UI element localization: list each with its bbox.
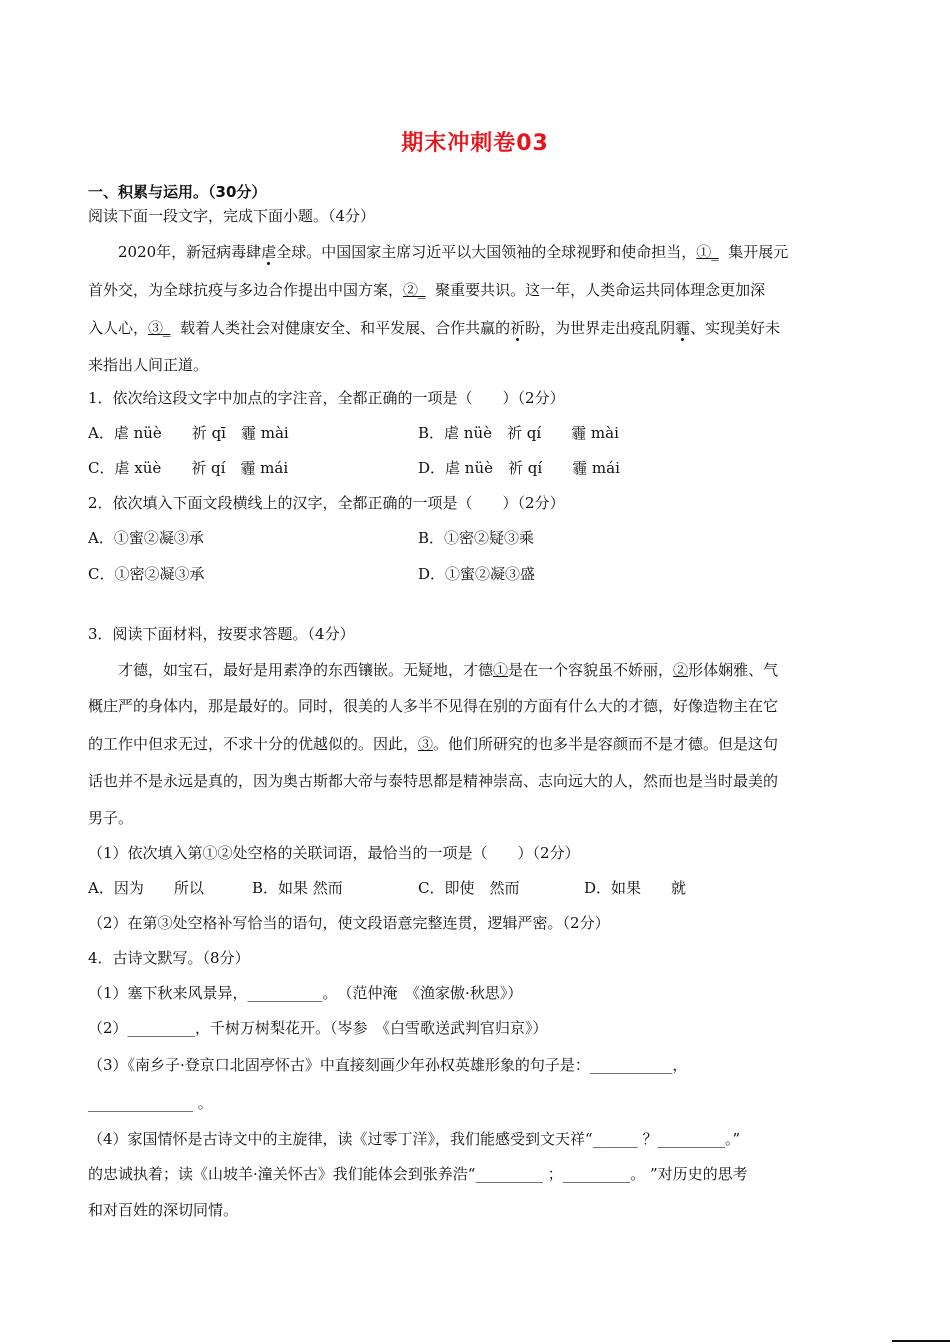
q1-option-d[interactable]: D．虐 nüè 祈 qí 霾 mái (418, 459, 620, 477)
blank-1: ① (493, 661, 509, 679)
passage-line-4: 来指出人间正道。 (88, 356, 209, 374)
q1-option-b[interactable]: B．虐 nüè 祈 qí 霾 mài (418, 424, 619, 442)
page-title: 期末冲刺卷03 (401, 131, 549, 156)
question-3-stem: 3．阅读下面材料，按要求答题。（4分） (88, 625, 355, 643)
q4-item-3: （3）《南乡子·登京口北固亭怀古》中直接刻画少年孙权英雄形象的句子是：___________， (88, 1056, 688, 1074)
section-heading: 一、积累与运用。（30分） (88, 183, 267, 201)
q4-item-4-line-3: 和对百姓的深切同情。 (88, 1201, 239, 1219)
q3-option-a[interactable]: A．因为 所以 (88, 879, 204, 897)
passage-line-1: 2020年，新冠病毒肆虐全球。中国国家主席习近平以大国领袖的全球视野和使命担当，①_ 集开展元 (118, 243, 789, 261)
passage-line-3: 入人心，③_ 载着人类社会对健康安全、和平发展、合作共赢的祈盼，为世界走出疫乱阴霾、实现美好未 (88, 319, 781, 337)
q3-option-c[interactable]: C．即使 然而 (418, 879, 520, 897)
q3-option-d[interactable]: D．如果 就 (584, 879, 687, 897)
question-1-stem: 1．依次给这段文字中加点的字注音，全都正确的一项是（ ）（2分） (88, 389, 565, 407)
q4-item-4-line-2: 的忠诚执着；读《山坡羊·潼关怀古》我们能体会到张养浩“_________ ；_________。 ”对历史的思考 (88, 1165, 748, 1183)
q2-option-b[interactable]: B．①密②疑③乘 (418, 529, 535, 547)
q3-sub-1: （1）依次填入第①②处空格的关联词语，最恰当的一项是（ ）（2分） (88, 844, 580, 862)
blank-3: ③ (418, 735, 434, 753)
dotted-char: 虐 (261, 243, 277, 261)
q2-option-c[interactable]: C．①密②凝③承 (88, 565, 205, 583)
q3-passage-line-1: 才德，如宝石，最好是用素净的东西镶嵌。无疑地，才德①是在一个容貌虽不娇丽，②形体娴雅、气 (118, 661, 779, 679)
blank-3: ③_ (148, 319, 171, 337)
q3-passage-line-5: 男子。 (88, 809, 134, 827)
dotted-char: 霾 (675, 319, 691, 337)
q1-option-c[interactable]: C．虐 xüè 祈 qí 霾 mái (88, 459, 289, 477)
question-2-stem: 2．依次填入下面文段横线上的汉字，全都正确的一项是（ ）（2分） (88, 494, 565, 512)
blank-2: ②_ (403, 281, 426, 299)
q3-passage-line-2: 概庄严的身体内，那是最好的。同时，很美的人多半不见得在别的方面有什么大的才德，好像造物主在它 (88, 697, 779, 715)
q4-item-3-cont: ______________ 。 (88, 1094, 213, 1112)
blank-1: ①_ (696, 243, 719, 261)
q2-option-a[interactable]: A．①蜜②凝③承 (88, 529, 204, 547)
q4-item-4: （4）家国情怀是古诗文中的主旋律，读《过零丁洋》，我们能感受到文天祥“______ ？_________。” (88, 1130, 741, 1148)
q3-option-b[interactable]: B．如果 然而 (252, 879, 343, 897)
q3-sub-2: （2）在第③处空格补写恰当的语句，使文段语意完整连贯，逻辑严密。（2分） (88, 914, 610, 932)
corner-rule (892, 1340, 950, 1342)
q1-option-a[interactable]: A．虐 nüè 祈 qī 霾 mài (88, 424, 289, 442)
passage-line-2: 首外交，为全球抗疫与多边合作提出中国方案，②_ 聚重要共识。这一年，人类命运共同体理念更加深 (88, 281, 766, 299)
question-4-stem: 4．古诗文默写。（8分） (88, 949, 250, 967)
q3-passage-line-3: 的工作中但求无过，不求十分的优越似的。因此，③。他们所研究的也多半是容颜而不是才德。但是这句 (88, 735, 779, 753)
blank-2: ② (673, 661, 689, 679)
q4-item-1: （1）塞下秋来风景异，__________。 （范仲淹 《渔家傲·秋思》） (88, 984, 523, 1002)
q4-item-2: （2）_________，千树万树梨花开。（岑参 《白雪歌送武判官归京》） (88, 1019, 548, 1037)
q3-passage-line-4: 话也并不是永远是真的，因为奥古斯都大帝与泰特思都是精神崇高、志向远大的人，然而也是当时最美的 (88, 772, 779, 790)
reading-intro: 阅读下面一段文字，完成下面小题。（4分） (88, 207, 376, 225)
dotted-char: 祈 (510, 319, 526, 337)
q2-option-d[interactable]: D．①蜜②凝③盛 (418, 565, 536, 583)
